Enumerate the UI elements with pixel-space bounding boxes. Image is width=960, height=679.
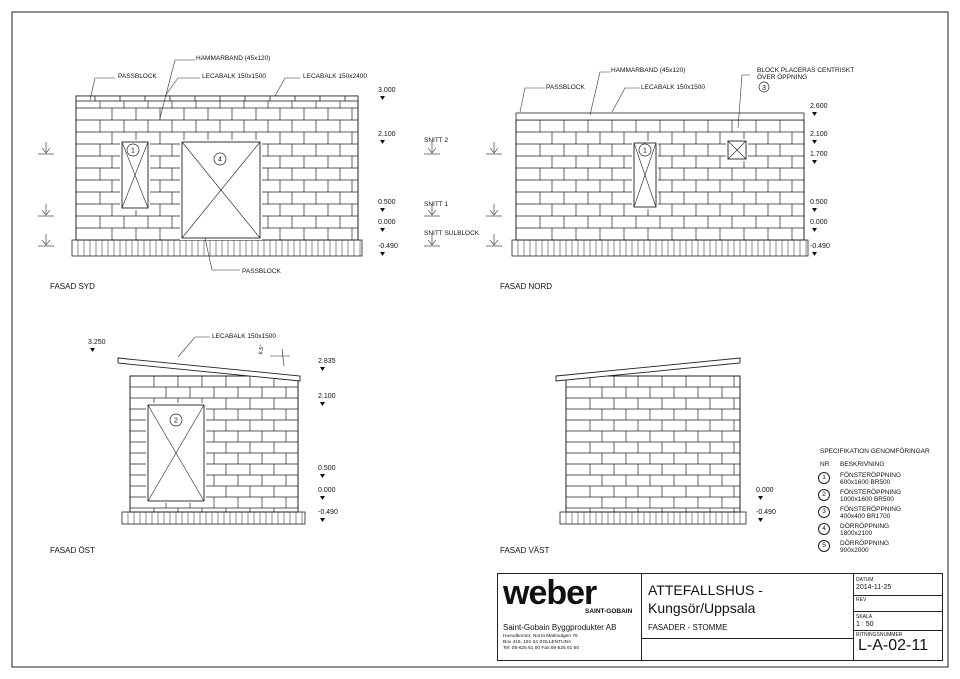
opening-1-syd-tag-text: 1 (131, 147, 135, 155)
datum-label: DATUM (856, 577, 874, 583)
elevation-walls (72, 82, 808, 524)
level-nord-0000: 0.000 (810, 219, 828, 226)
datum-value: 2014-11-25 (856, 584, 892, 591)
spec-title: SPECIFIKATION GENOMFÖRINGAR (820, 448, 930, 455)
project-line-2: Kungsör/Uppsala (648, 600, 756, 616)
opening-4-syd-tag-text: 4 (218, 156, 222, 164)
level-vast-0000: 0.000 (756, 487, 774, 494)
level-ost-0000-marker (320, 496, 325, 500)
sheet-border (12, 12, 948, 667)
level-nord-0000-marker (812, 228, 817, 232)
footing (512, 240, 808, 256)
footing (122, 512, 305, 524)
level-nord-m0490: -0.490 (810, 243, 830, 250)
drawing-subject: FASADER - STOMME (648, 623, 728, 632)
level-ost-m0490-marker (320, 518, 325, 522)
level-vast-0000-marker (758, 496, 763, 500)
level-syd-0000: 0.000 (378, 219, 396, 226)
label-hammarband-nord: HAMMARBAND (45x120) (611, 67, 686, 74)
level-nord-2600: 2.600 (810, 103, 828, 110)
label-lecabalk-nord: LECABALK 150x1500 (641, 84, 705, 91)
level-ost-0000: 0.000 (318, 487, 336, 494)
hammarband-syd (76, 96, 358, 101)
company-name: Saint-Gobain Byggprodukter AB (503, 623, 617, 632)
ritnr-label: RITNINGSNUMMER (856, 632, 903, 638)
level-vast-m0490-marker (758, 518, 763, 522)
level-nord-0500-marker (812, 208, 817, 212)
address-line-1: Huvudkontor: Norra Malmvägen 76 (503, 634, 578, 639)
weber-logo: weber (503, 574, 597, 612)
spec-row-nr: 4 (818, 523, 830, 535)
spec-row-size: 400x400 BR1700 (840, 513, 891, 520)
level-ost-2835: 2.835 (318, 358, 336, 365)
ritnr-value: L-A-02-11 (858, 637, 928, 654)
level-syd-3000: 3.000 (378, 87, 396, 94)
label-lecabalk-1500-syd: LECABALK 150x1500 (202, 73, 266, 80)
spec-row-nr: 2 (818, 489, 830, 501)
level-nord-2100: 2.100 (810, 131, 828, 138)
label-passblock-syd: PASSBLOCK (118, 73, 157, 80)
weber-logo-sub: SAINT-GOBAIN (585, 608, 633, 615)
spec-row-nr: 1 (818, 472, 830, 484)
label-hammarband-syd: HAMMARBAND (45x120) (196, 55, 271, 62)
level-ost-2100: 2.100 (318, 393, 336, 400)
slope-dim (282, 349, 284, 366)
opening-2-ost-tag-text: 2 (174, 417, 178, 425)
opening-3-tag-text: 3 (762, 85, 766, 92)
level-nord-m0490-marker (812, 252, 817, 256)
roof-ost (118, 358, 300, 381)
address-line-2: Box 415, 191 24 SOLLENTUNA (503, 640, 572, 645)
project-line-1: ATTEFALLSHUS - (648, 582, 763, 598)
spec-row-size: 1800x2100 (840, 530, 873, 537)
skala-value: 1 : 50 (856, 621, 874, 628)
spec-row-size: 600x1600 BR500 (840, 479, 891, 486)
footing (72, 240, 362, 256)
label-passblock-bottom-syd: PASSBLOCK (242, 268, 281, 275)
level-ost-3250-marker (90, 348, 95, 352)
rev-label: REV (856, 597, 867, 603)
level-ost-0500-marker (320, 474, 325, 478)
opening-1-nord-tag-text: 1 (643, 147, 647, 155)
spec-row-size: 900x2000 (840, 547, 869, 554)
spec-row-name: DÖRRÖPPNING (840, 523, 890, 530)
level-syd-m0490: -0.490 (378, 243, 398, 250)
level-nord-2100-marker (812, 140, 817, 144)
spec-row-nr: 3 (818, 506, 830, 518)
level-ost-0500: 0.500 (318, 465, 336, 472)
level-syd-2100-marker (380, 140, 385, 144)
hammarband-nord (516, 113, 804, 120)
level-syd-3000-marker (380, 96, 385, 100)
level-syd-0000-marker (380, 228, 385, 232)
section-snitt1: SNITT 1 (424, 201, 449, 208)
level-syd-2100: 2.100 (378, 131, 396, 138)
level-nord-2600-marker (812, 112, 817, 116)
spec-col-desc: BESKRIVNING (840, 461, 885, 468)
spec-row-name: FÖNSTERÖPPNING (840, 489, 902, 496)
brick-pattern (566, 376, 740, 512)
label-lecabalk-2400-syd: LECABALK 150x2400 (303, 73, 367, 80)
footing (560, 512, 746, 524)
level-ost-m0490: -0.490 (318, 509, 338, 516)
level-syd-m0490-marker (380, 252, 385, 256)
level-ost-2100-marker (320, 402, 325, 406)
label-slope: 6.5° (258, 344, 266, 356)
spec-row-name: FÖNSTERÖPPNING (840, 506, 902, 513)
roof-vast (556, 358, 740, 381)
brick-pattern (516, 120, 804, 240)
spec-row-name: DÖRRÖPPNING (840, 540, 890, 547)
view-title-vast: FASAD VÄST (500, 546, 550, 555)
level-vast-m0490: -0.490 (756, 509, 776, 516)
skala-label: SKALA (856, 614, 873, 620)
view-title-nord: FASAD NORD (500, 282, 553, 291)
address-line-3: Tel: 08-625 61 00 Fax:08-625 61 60 (503, 646, 580, 651)
spec-col-nr: NR (820, 461, 830, 468)
level-ost-2835-marker (320, 367, 325, 371)
level-ost-3250: 3.250 (88, 339, 106, 346)
level-syd-0500: 0.500 (378, 199, 396, 206)
label-lecabalk-ost: LECABALK 150x1500 (212, 333, 276, 340)
label-block-placeras-2: ÖVER ÖPPNING (757, 74, 808, 81)
view-title-syd: FASAD SYD (50, 282, 95, 291)
level-nord-1700: 1.700 (810, 151, 828, 158)
view-title-ost: FASAD ÖST (50, 546, 95, 555)
spec-row-nr: 5 (818, 540, 830, 552)
label-passblock-nord: PASSBLOCK (546, 84, 585, 91)
spec-row-size: 1000x1600 BR500 (840, 496, 894, 503)
level-nord-0500: 0.500 (810, 199, 828, 206)
section-snitt2: SNITT 2 (424, 137, 449, 144)
label-block-placeras-1: BLOCK PLACERAS CENTRISKT (757, 67, 855, 74)
section-sulblock: SNITT SULBLOCK (424, 230, 480, 237)
wall-outline (566, 376, 740, 512)
spec-row-name: FÖNSTERÖPPNING (840, 472, 902, 479)
level-syd-0500-marker (380, 208, 385, 212)
level-nord-1700-marker (812, 160, 817, 164)
